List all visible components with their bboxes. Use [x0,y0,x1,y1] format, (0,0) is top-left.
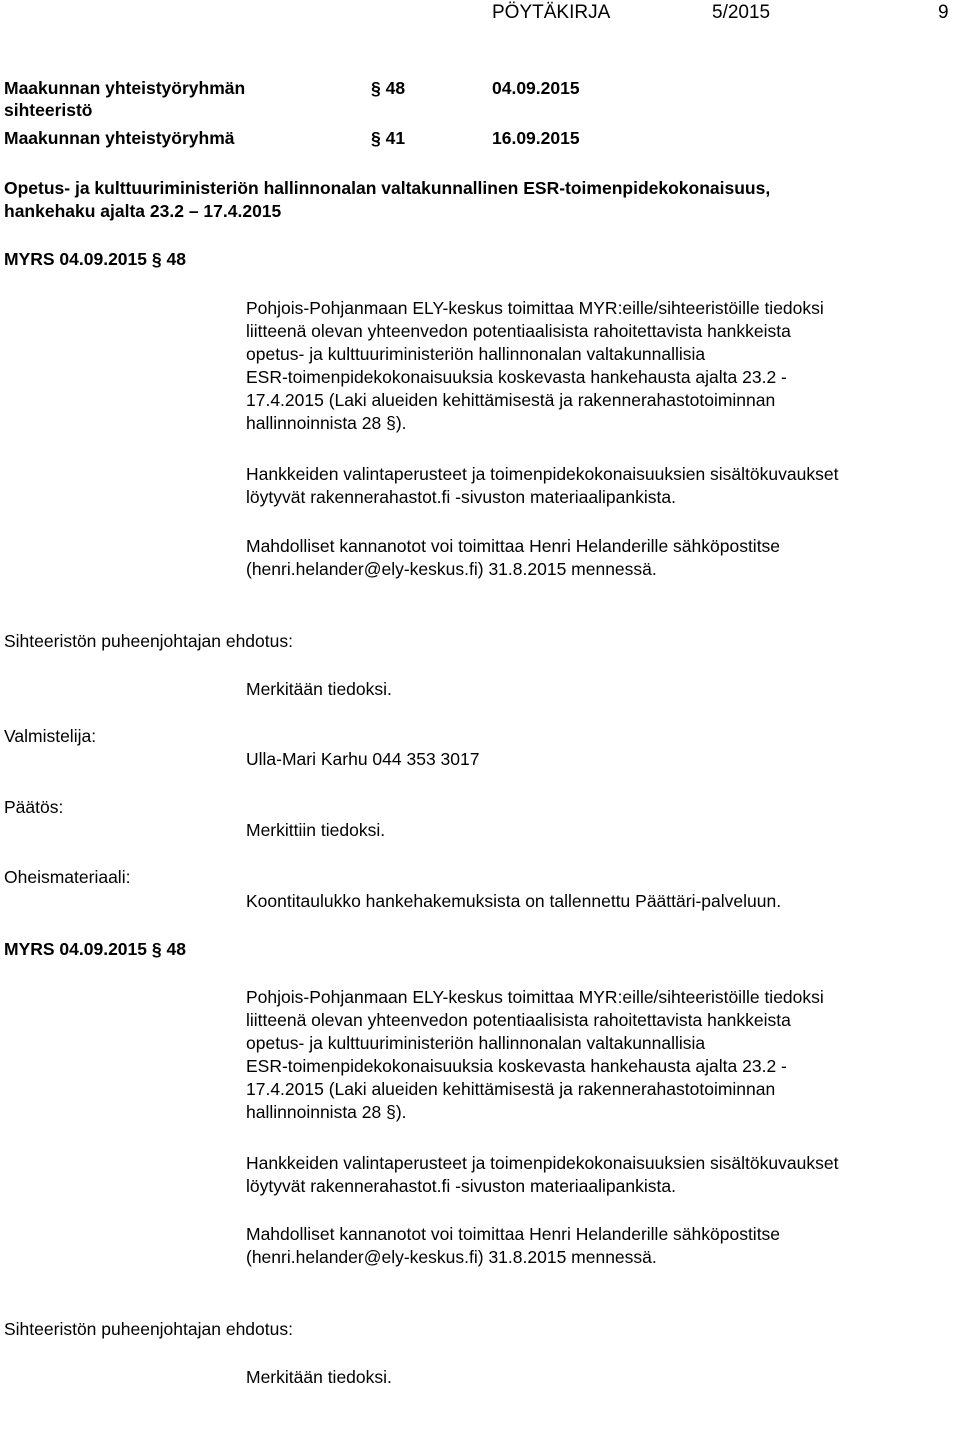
reference-body: Maakunnan yhteistyöryhmän sihteeristö [4,78,246,120]
proposal-text: Merkitään tiedoksi. [246,1367,392,1387]
proposal-label: Sihteeristön puheenjohtajan ehdotus: [4,1319,293,1339]
reference-body: Maakunnan yhteistyöryhmä [4,128,235,148]
page-number: 9 [938,2,949,23]
attachment-label: Oheismateriaali: [4,867,131,887]
attachment-text: Koontitaulukko hankehakemuksista on tallennettu Päättäri-palveluun. [246,891,782,911]
meeting-paragraph [246,1223,936,1269]
paragraph-line: Pohjois-Pohjanmaan ELY-keskus toimittaa MYR:eille/sihteeristöille tiedoksi [246,298,824,318]
proposal-text: Merkitään tiedoksi. [246,679,392,699]
proposal-label: Sihteeristön puheenjohtajan ehdotus: [4,631,293,651]
paragraph-line: (henri.helander@ely-keskus.fi) 31.8.2015 mennessä. [246,559,657,579]
paragraph-line: 17.4.2015 (Laki alueiden kehittämisestä ja rakennerahastotoiminnan [246,390,776,410]
meeting-paragraph [246,297,936,435]
paragraph-line: liitteenä olevan yhteenvedon potentiaalisista rahoitettavista hankkeista [246,321,791,341]
paragraph-line: löytyvät rakennerahastot.fi -sivuston materiaalipankista. [246,1176,676,1196]
meeting-paragraph [246,463,936,509]
reference-section: § 48 [371,78,406,98]
decision-text: Merkittiin tiedoksi. [246,820,386,840]
paragraph-line: Pohjois-Pohjanmaan ELY-keskus toimittaa MYR:eille/sihteeristöille tiedoksi [246,987,824,1007]
preparer-label: Valmistelija: [4,726,97,746]
paragraph-line: ESR-toimenpidekokonaisuuksia koskevasta hankehausta ajalta 23.2 - [246,1056,787,1076]
decision-label: Päätös: [4,797,64,817]
meeting-paragraph [246,1152,936,1198]
reference-date: 16.09.2015 [492,128,580,148]
paragraph-line: (henri.helander@ely-keskus.fi) 31.8.2015 mennessä. [246,1247,657,1267]
paragraph-line: opetus- ja kulttuuriministeriön hallinnonalan valtakunnallisia [246,1033,706,1053]
document-number: 5/2015 [712,2,771,23]
paragraph-line: ESR-toimenpidekokonaisuuksia koskevasta hankehausta ajalta 23.2 - [246,367,787,387]
meeting-paragraph [246,535,936,581]
paragraph-line: Mahdolliset kannanotot voi toimittaa Henri Helanderille sähköpostitse [246,1224,781,1244]
reference-date: 04.09.2015 [492,78,580,98]
item-title-line: hankehaku ajalta 23.2 – 17.4.2015 [4,201,282,221]
meeting-paragraph [246,986,936,1124]
paragraph-line: hallinnoinnista 28 §). [246,1102,407,1122]
paragraph-line: 17.4.2015 (Laki alueiden kehittämisestä ja rakennerahastotoiminnan [246,1079,776,1099]
item-title-line: Opetus- ja kulttuuriministeriön hallinnonalan valtakunnallinen ESR-toimenpidekokonaisuus, [4,178,771,198]
paragraph-line: liitteenä olevan yhteenvedon potentiaalisista rahoitettavista hankkeista [246,1010,791,1030]
paragraph-line: opetus- ja kulttuuriministeriön hallinnonalan valtakunnallisia [246,344,706,364]
paragraph-line: Mahdolliset kannanotot voi toimittaa Henri Helanderille sähköpostitse [246,536,781,556]
paragraph-line: Hankkeiden valintaperusteet ja toimenpidekokonaisuuksien sisältökuvaukset [246,1153,839,1173]
paragraph-line: hallinnoinnista 28 §). [246,413,407,433]
paragraph-line: Hankkeiden valintaperusteet ja toimenpidekokonaisuuksien sisältökuvaukset [246,464,839,484]
reference-section: § 41 [371,128,406,148]
meeting-heading: MYRS 04.09.2015 § 48 [4,249,186,269]
item-title [4,177,770,223]
preparer-text: Ulla-Mari Karhu 044 353 3017 [246,749,480,769]
document-type: PÖYTÄKIRJA [492,2,611,23]
paragraph-line: löytyvät rakennerahastot.fi -sivuston materiaalipankista. [246,487,676,507]
meeting-heading: MYRS 04.09.2015 § 48 [4,939,186,959]
